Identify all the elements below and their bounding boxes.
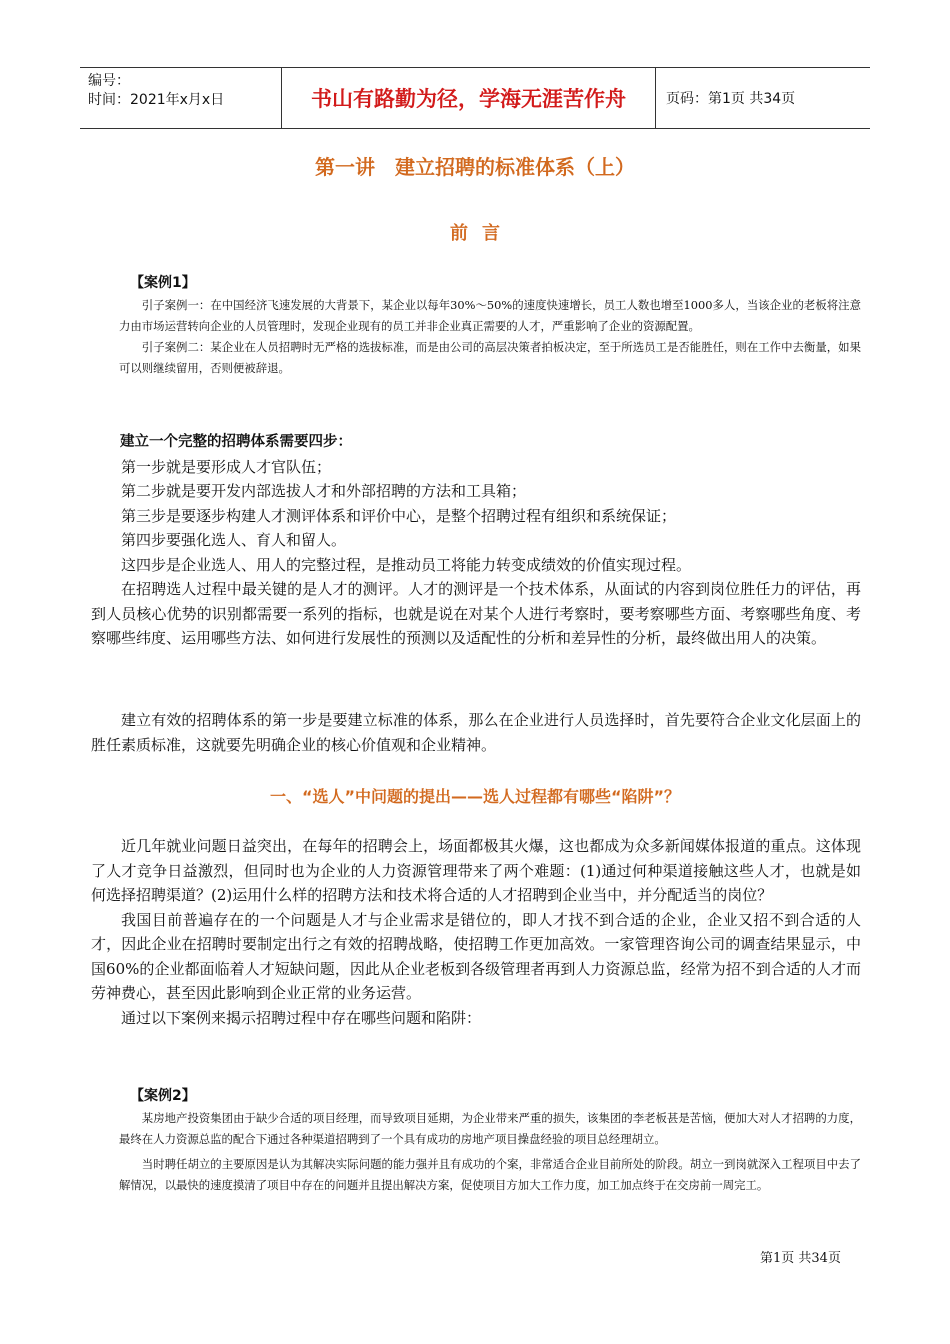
section1-body <box>91 834 861 1030</box>
case1-paragraph: 引子案例一：在中国经济飞速发展的大背景下，某企业以每年30%～50%的速度快速增长，员工人数也增至1000多人，当该企业的老板将注意力由市场运营转向企业的人员管理时，发现企业现有的员工并非企业真正需要的人才，严重影响了企业的资源配置。 <box>119 298 861 333</box>
header-motto: 书山有路勤为径，学海无涯苦作舟 <box>282 68 656 128</box>
step-item: 第三步是要逐步构建人才测评体系和评价中心，是整个招聘过程有组织和系统保证； <box>121 506 677 525</box>
header-meta <box>80 68 282 128</box>
steps-section <box>91 430 861 651</box>
number-label: 编号： <box>88 73 130 89</box>
lecture-title: 第一讲 建立招聘的标准体系（上） <box>315 155 635 179</box>
case1-text <box>119 295 861 379</box>
time-label: 时间：2021年x月x日 <box>88 92 225 108</box>
page-footer: 第1页 共34页 <box>760 1251 841 1266</box>
section1-title: 一、“选人”中问题的提出——选人过程都有哪些“陷阱”？ <box>269 787 681 806</box>
step-item: 第二步就是要开发内部选拔人才和外部招聘的方法和工具箱； <box>121 482 527 500</box>
standard-text: 建立有效的招聘体系的第一步是要建立标准的体系，那么在企业进行人员选择时，首先要符合企业文化层面上的胜任素质标准，这就要先明确企业的核心价值观和企业精神。 <box>91 711 861 754</box>
page-header <box>80 67 870 129</box>
case2-paragraph: 当时聘任胡立的主要原因是认为其解决实际问题的能力强并且有成功的个案，非常适合企业目前所处的阶段。胡立一到岗就深入工程项目中去了解情况，以最快的速度摸清了项目中存在的问题并且提出解决方案，促使项目方加大工作力度，加工加点终于在交房前一周完工。 <box>119 1157 861 1192</box>
section1-paragraph: 我国目前普遍存在的一个问题是人才与企业需求是错位的，即人才找不到合适的企业，企业又招不到合适的人才，因此企业在招聘时要制定出行之有效的招聘战略，使招聘工作更加高效。一家管理咨询公司的调查结果显示，中国60%的企业都面临着人才短缺问题，因此从企业老板到各级管理者再到人力资源总监，经常为招不到合适的人才而劳神费心，甚至因此影响到企业正常的业务运营。 <box>91 910 861 1002</box>
case2-label: 【案例2】 <box>130 1088 196 1104</box>
section1-paragraph: 近几年就业问题日益突出，在每年的招聘会上，场面都极其火爆，这也都成为众多新闻媒体报道的重点。这体现了人才竞争日益激烈，但同时也为企业的人力资源管理带来了两个难题：(1)通过何种渠道接触这些人才，也就是如何选择招聘渠道？(2)运用什么样的招聘方法和技术将合适的人才招聘到企业当中，并分配适当的岗位？ <box>91 837 861 904</box>
case1-label: 【案例1】 <box>130 275 196 291</box>
step-item: 在招聘选人过程中最关键的是人才的测评。人才的测评是一个技术体系，从面试的内容到岗位胜任力的评估，再到人员核心优势的识别都需要一系列的指标，也就是说在对某个人进行考察时，要考察哪些方面、考察哪些角度、考察哪些纬度、运用哪些方法、如何进行发展性的预测以及适配性的分析和差异性的分析，最终做出用人的决策。 <box>91 580 861 647</box>
case2-text <box>119 1108 861 1196</box>
header-page-info: 页码：第1页 共34页 <box>666 91 796 107</box>
standard-paragraph <box>91 708 861 757</box>
preface-heading: 前言 <box>450 223 514 244</box>
step-item: 第一步就是要形成人才官队伍； <box>121 457 332 476</box>
case1-paragraph: 引子案例二：某企业在人员招聘时无严格的选拔标准，而是由公司的高层决策者拍板决定，至于所选员工是否能胜任，则在工作中去衡量，如果可以则继续留用，否则便被辞退。 <box>119 340 861 375</box>
steps-heading: 建立一个完整的招聘体系需要四步： <box>120 434 352 450</box>
step-item: 第四步要强化选人、育人和留人。 <box>121 531 347 549</box>
step-item: 这四步是企业选人、用人的完整过程，是推动员工将能力转变成绩效的价值实现过程。 <box>121 555 692 574</box>
section1-paragraph: 通过以下案例来揭示招聘过程中存在哪些问题和陷阱： <box>121 1008 482 1027</box>
case2-paragraph: 某房地产投资集团由于缺少合适的项目经理，而导致项目延期，为企业带来严重的损失，该集团的李老板甚是苦恼，便加大对人才招聘的力度，最终在人力资源总监的配合下通过各种渠道招聘到了一个具有成功的房地产项目操盘经验的项目总经理胡立。 <box>119 1111 861 1146</box>
